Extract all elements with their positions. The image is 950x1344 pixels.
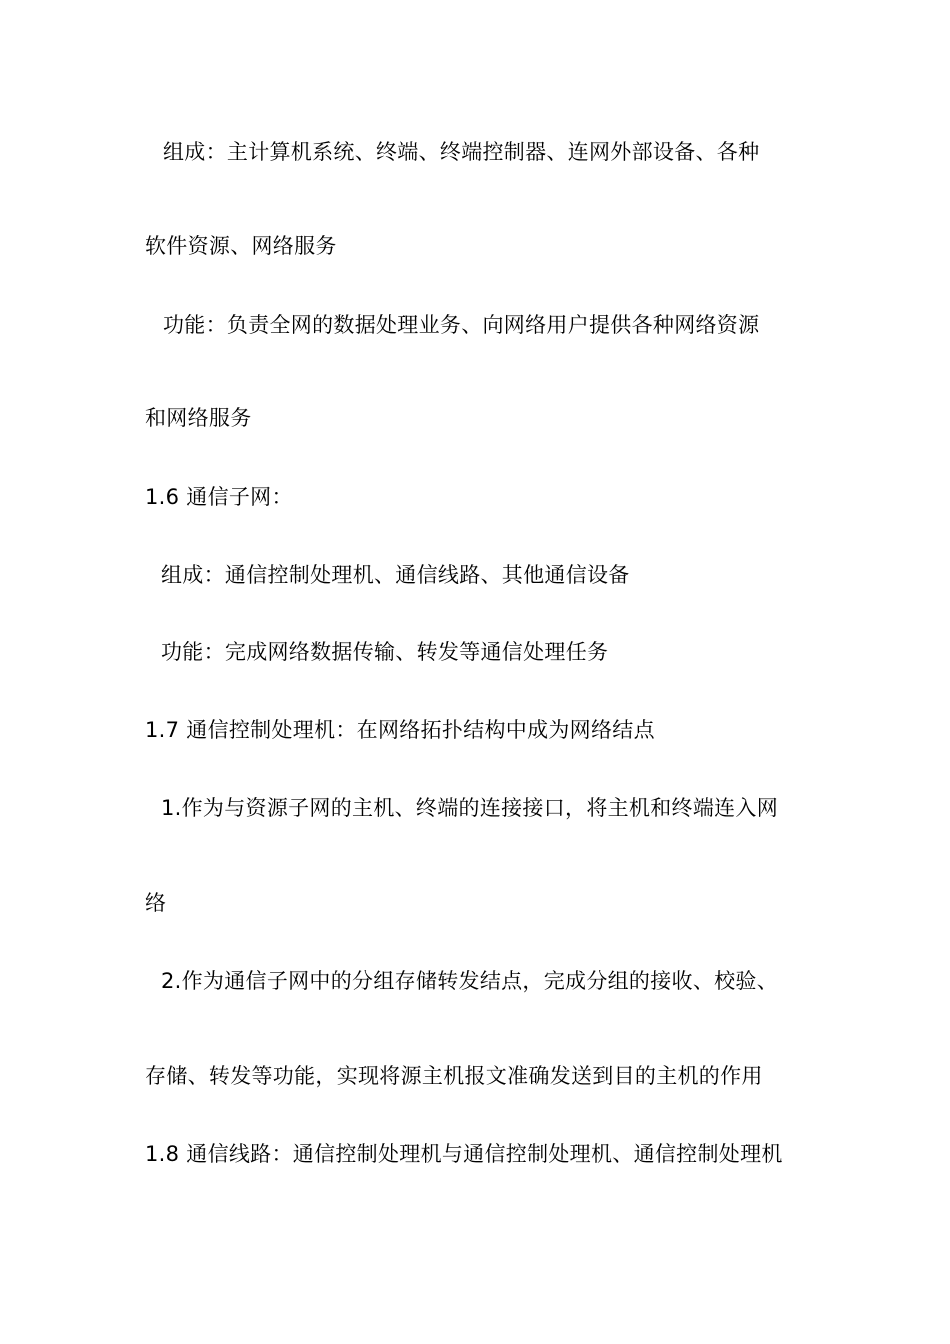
list-item-2-cont: 存储、转发等功能，实现将源主机报文准确发送到目的主机的作用 [145,1064,763,1088]
heading-communication-control-processor: 1.7 通信控制处理机：在网络拓扑结构中成为网络结点 [145,718,655,742]
list-item-1: 1.作为与资源子网的主机、终端的连接接口，将主机和终端连入网 [161,796,779,820]
paragraph-communication-subnet-composition: 组成：通信控制处理机、通信线路、其他通信设备 [161,563,630,587]
heading-communication-line: 1.8 通信线路：通信控制处理机与通信控制处理机、通信控制处理机 [145,1142,783,1166]
heading-communication-subnet: 1.6 通信子网： [145,485,293,509]
list-item-2: 2.作为通信子网中的分组存储转发结点，完成分组的接收、校验、 [161,969,779,993]
paragraph-resource-subnet-function: 功能：负责全网的数据处理业务、向网络用户提供各种网络资源 [163,313,760,337]
paragraph-resource-subnet-composition-cont: 软件资源、网络服务 [145,234,337,258]
list-item-1-cont: 络 [145,891,167,915]
paragraph-resource-subnet-function-cont: 和网络服务 [145,406,252,430]
paragraph-resource-subnet-composition: 组成：主计算机系统、终端、终端控制器、连网外部设备、各种 [163,140,760,164]
paragraph-communication-subnet-function: 功能：完成网络数据传输、转发等通信处理任务 [161,640,609,664]
